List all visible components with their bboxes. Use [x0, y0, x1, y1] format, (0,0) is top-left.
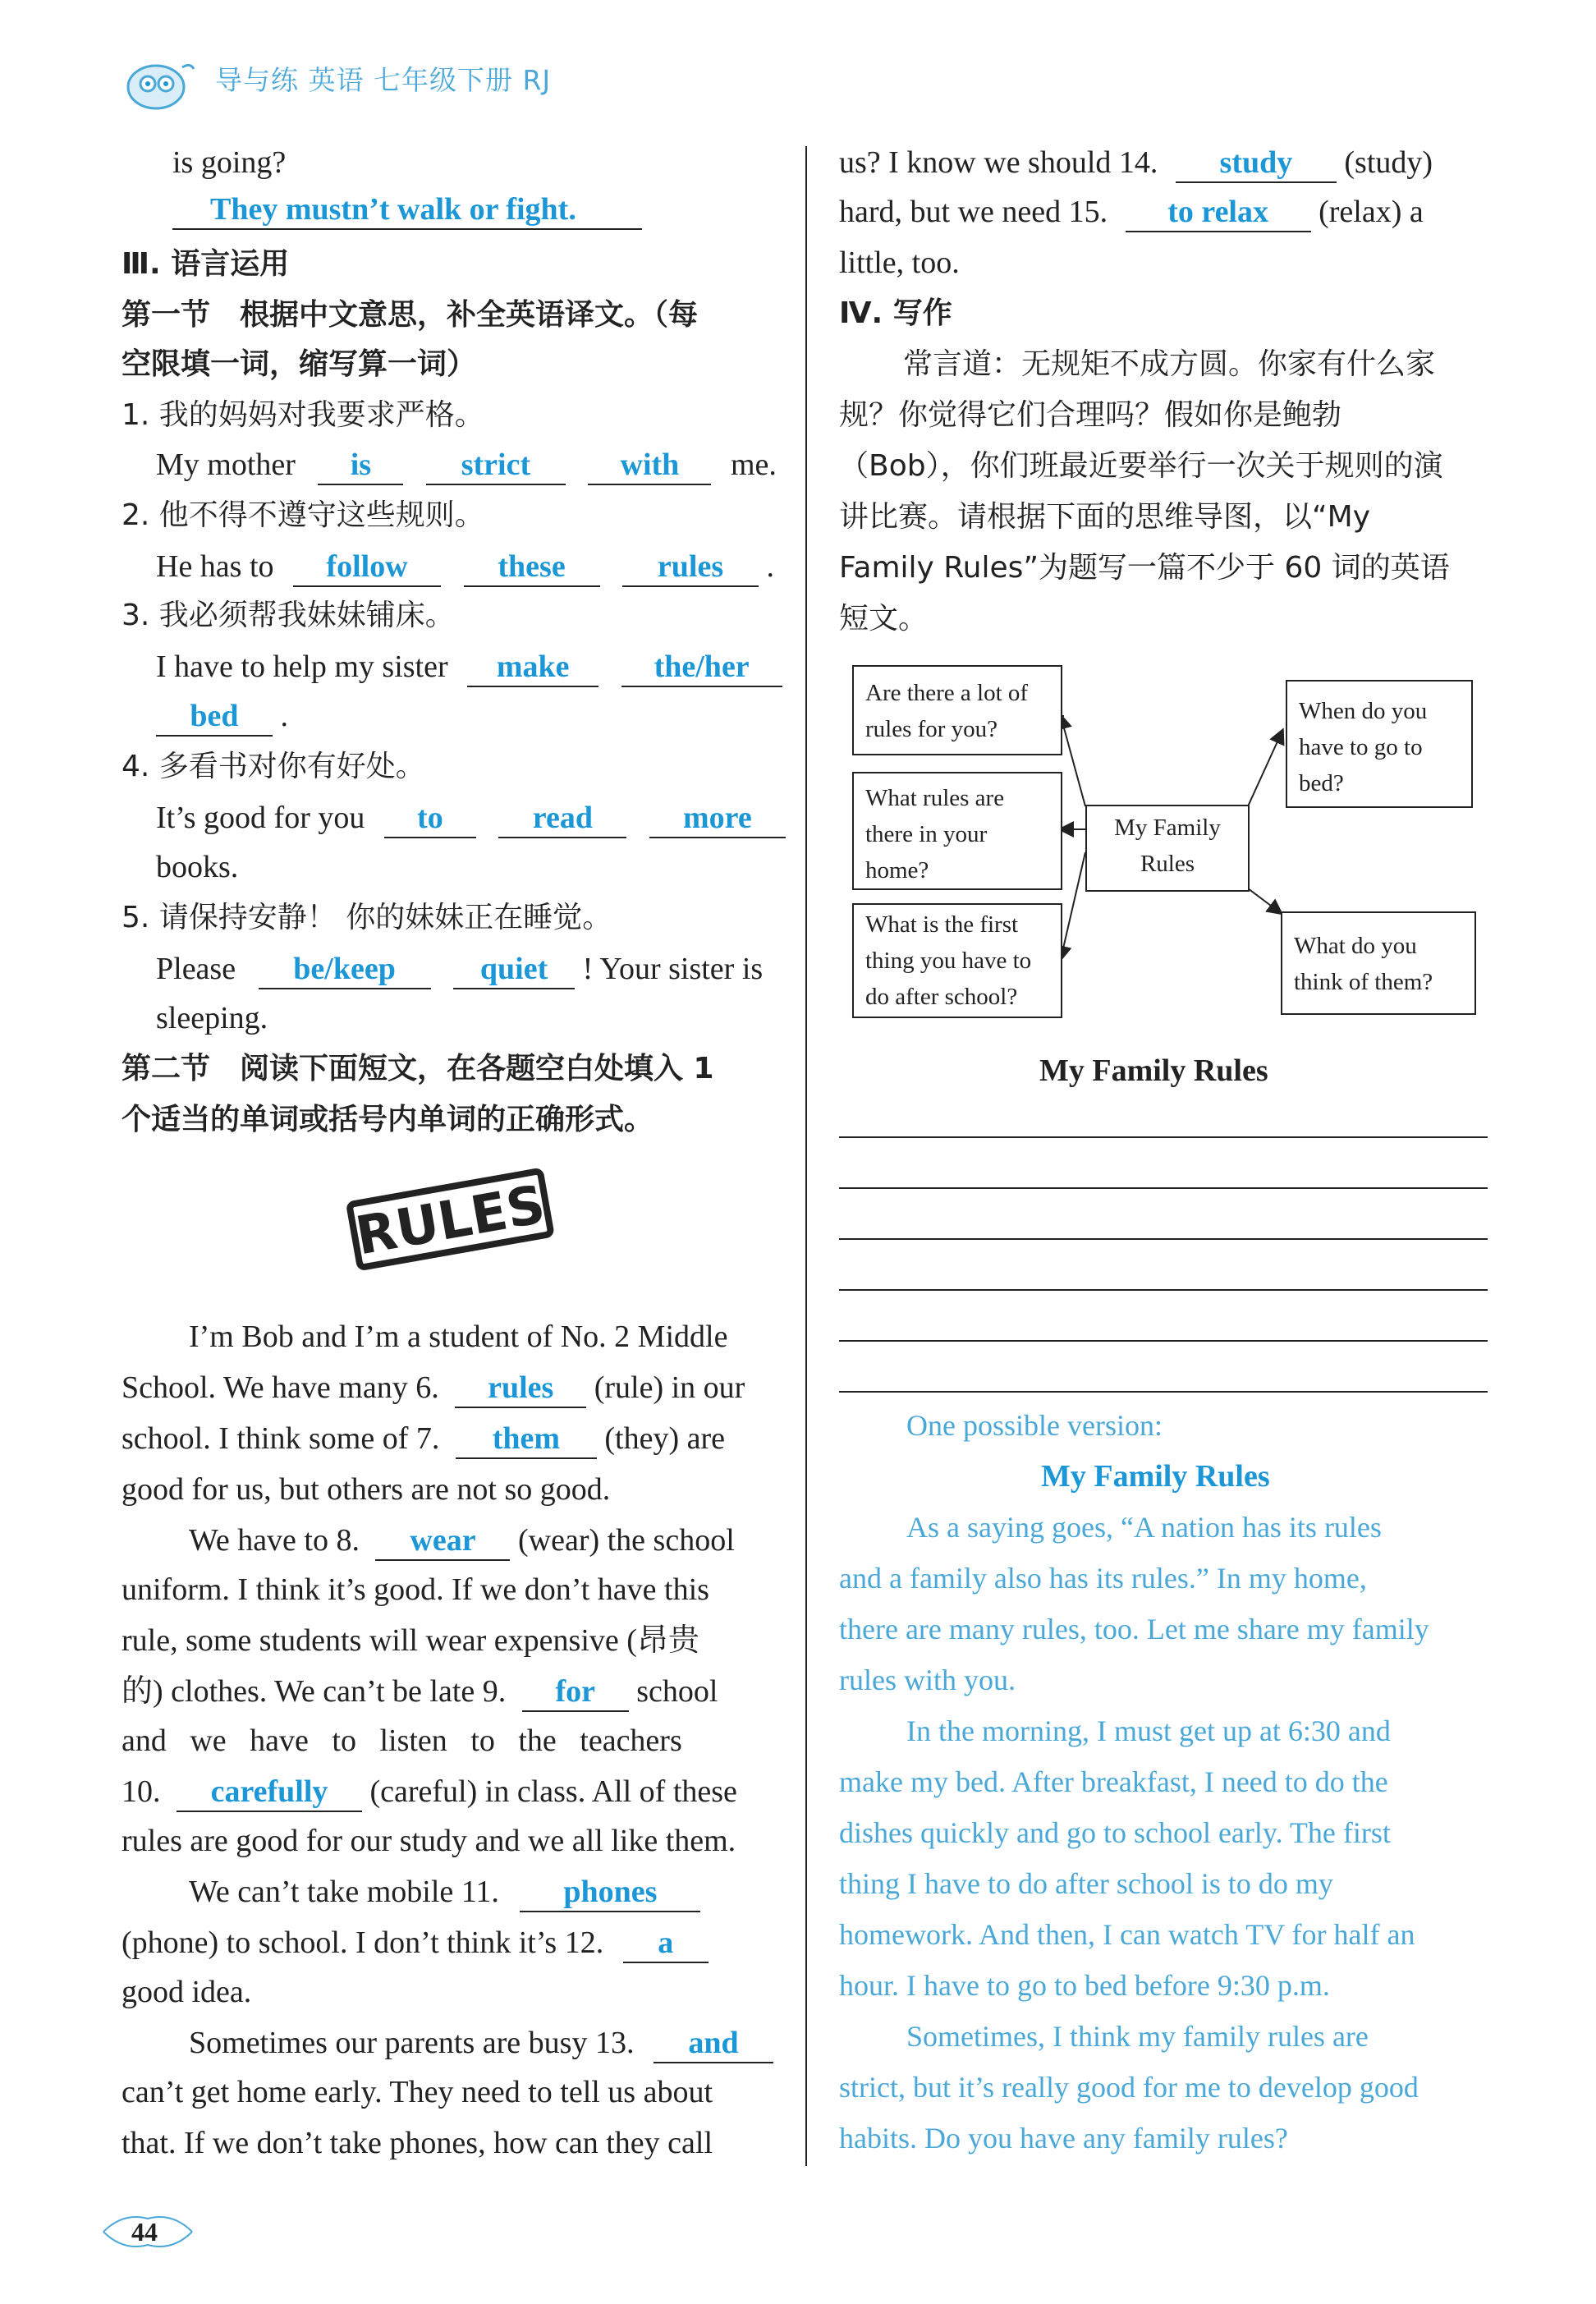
- part1-title: 第一节 根据中文意思，补全英语译文。（每: [122, 298, 699, 332]
- right-line-3: little, too.: [839, 246, 960, 280]
- connector-left3: [1061, 852, 1085, 959]
- sample-line-4: rules with you.: [839, 1664, 1016, 1696]
- q4-suffix: books.: [156, 850, 239, 884]
- writing-line-1[interactable]: [839, 1136, 1488, 1138]
- q2-suffix: .: [766, 549, 775, 584]
- r-l2-prefix: hard, but we need 15.: [839, 195, 1108, 229]
- page-number: 44: [131, 2217, 158, 2247]
- sample-line-2: and a family also has its rules.” In my home,: [839, 1562, 1367, 1595]
- right-line-1: [839, 138, 1433, 187]
- q1-prefix: My mother: [156, 447, 296, 482]
- passage-line-1: I’m Bob and I’m a student of No. 2 Middle: [189, 1320, 728, 1354]
- mindmap-right2: What do you think of them?: [1281, 911, 1476, 1015]
- sample-line-1: As a saying goes, “A nation has its rules: [906, 1511, 1382, 1544]
- q3-line-2: [156, 691, 288, 741]
- q3-line: [156, 642, 782, 691]
- q1-blank-1[interactable]: is: [318, 446, 403, 485]
- passage-line-8: [122, 1667, 718, 1716]
- q3-blank-3[interactable]: bed: [156, 697, 273, 737]
- passage-line-17: that. If we don’t take phones, how can they call: [122, 2126, 713, 2160]
- r-l2-suffix: (relax) a: [1319, 195, 1424, 229]
- part1-title-cont: 空限填一词，缩写算一词）: [122, 347, 477, 381]
- q5-suffix: ! Your sister is: [582, 952, 764, 986]
- sample-line-12: strict, but it’s really good for me to develop good: [839, 2071, 1419, 2104]
- q1-blank-2[interactable]: strict: [426, 446, 566, 485]
- mindmap-left3: What is the first thing you have to do after school?: [852, 903, 1062, 1018]
- passage-line-9: and we have to listen to the teachers: [122, 1723, 682, 1758]
- p3-l1-prefix: We can’t take mobile 11.: [189, 1875, 499, 1909]
- blank-10[interactable]: carefully: [177, 1773, 362, 1812]
- passage-line-7: rule, some students will wear expensive (昂贵: [122, 1623, 699, 1658]
- passage-line-10: [122, 1767, 737, 1816]
- writing-line-2[interactable]: [839, 1187, 1488, 1189]
- connector-right2: [1248, 888, 1281, 913]
- writing-prompt-4: 讲比赛。请根据下面的思维导图，以“My: [839, 500, 1371, 534]
- sample-title: My Family Rules: [1041, 1459, 1270, 1494]
- p4-l1-prefix: Sometimes our parents are busy 13.: [189, 2026, 635, 2060]
- section4-title: Ⅳ. 写作: [839, 296, 952, 330]
- stamp-text: RULES: [351, 1174, 550, 1268]
- q5-blank-1[interactable]: be/keep: [259, 950, 431, 989]
- p2-l6-suffix: (careful) in class. All of these: [369, 1774, 737, 1809]
- r-l1-suffix: (study): [1344, 145, 1433, 180]
- p2-l1-prefix: We have to 8.: [189, 1523, 360, 1558]
- q1-suffix: me.: [730, 447, 777, 482]
- writing-line-6[interactable]: [839, 1391, 1488, 1393]
- passage-line-16: can’t get home early. They need to tell us about: [122, 2075, 713, 2109]
- mindmap-center: My Family Rules: [1085, 805, 1250, 892]
- r-l1-prefix: us? I know we should 14.: [839, 145, 1158, 180]
- q2-blank-2[interactable]: these: [464, 548, 600, 587]
- q4-line: [156, 793, 786, 842]
- writing-prompt-2: 规？你觉得它们合理吗？假如你是鲍勃: [839, 398, 1342, 432]
- q1-blank-3[interactable]: with: [588, 446, 711, 485]
- passage-line-4: good for us, but others are not so good.: [122, 1472, 611, 1507]
- blank-6[interactable]: rules: [455, 1369, 586, 1408]
- blank-14[interactable]: study: [1176, 144, 1337, 183]
- sample-line-5: In the morning, I must get up at 6:30 and: [906, 1714, 1391, 1747]
- passage-line-14: good idea.: [122, 1975, 252, 2009]
- q2-blank-1[interactable]: follow: [293, 548, 441, 587]
- passage-line-12: [189, 1867, 700, 1916]
- column-divider: [805, 146, 807, 2166]
- passage-line-6: uniform. I think it’s good. If we don’t have this: [122, 1572, 709, 1607]
- passage-line-13: [122, 1918, 709, 1967]
- q5-line: [156, 944, 763, 994]
- sample-line-13: habits. Do you have any family rules?: [839, 2122, 1288, 2155]
- essay-title: My Family Rules: [1039, 1053, 1268, 1088]
- writing-prompt-3: （Bob），你们班最近要举行一次关于规则的演: [839, 449, 1443, 483]
- connector-left1: [1061, 716, 1085, 806]
- section3-title: Ⅲ. 语言运用: [122, 247, 290, 281]
- q1-line: [156, 440, 777, 489]
- right-line-2: [839, 187, 1424, 236]
- q2-chinese: 2. 他不得不遵守这些规则。: [122, 498, 484, 532]
- q3-chinese: 3. 我必须帮我妹妹铺床。: [122, 599, 455, 632]
- mindmap-left2: What rules are there in your home?: [852, 772, 1062, 890]
- part2-title-cont: 个适当的单词或括号内单词的正确形式。: [122, 1103, 654, 1136]
- p2-l4-prefix: 的) clothes. We can’t be late 9.: [122, 1674, 507, 1709]
- rules-stamp-image: [343, 1164, 557, 1271]
- writing-line-5[interactable]: [839, 1340, 1488, 1342]
- q3-suffix: .: [280, 699, 288, 733]
- writing-prompt-5: Family Rules”为题写一篇不少于 60 词的英语: [839, 551, 1450, 585]
- sample-line-6: make my bed. After breakfast, I need to do the: [839, 1765, 1388, 1798]
- sample-line-7: dishes quickly and go to school early. The first: [839, 1816, 1391, 1849]
- sample-line-11: Sometimes, I think my family rules are: [906, 2020, 1369, 2053]
- owl-logo-icon: [123, 51, 197, 117]
- passage-line-5: [189, 1516, 735, 1565]
- p1-l2-prefix: School. We have many 6.: [122, 1370, 439, 1405]
- blank-12[interactable]: a: [623, 1924, 709, 1963]
- sample-line-8: thing I have to do after school is to do my: [839, 1867, 1333, 1900]
- writing-line-3[interactable]: [839, 1238, 1488, 1240]
- q4-chinese: 4. 多看书对你有好处。: [122, 750, 425, 783]
- passage-line-11: rules are good for our study and we all like them.: [122, 1824, 736, 1858]
- blank-9[interactable]: for: [522, 1673, 629, 1712]
- writing-line-4[interactable]: [839, 1289, 1488, 1291]
- passage-line-3: [122, 1414, 725, 1463]
- p2-l6-prefix: 10.: [122, 1774, 161, 1809]
- blank-8[interactable]: wear: [375, 1521, 510, 1561]
- mindmap-left1: Are there a lot of rules for you?: [852, 665, 1062, 755]
- q2-blank-3[interactable]: rules: [622, 548, 759, 587]
- blank-11[interactable]: phones: [520, 1873, 700, 1912]
- q5-suffix-2: sleeping.: [156, 1001, 268, 1035]
- q4-blank-3[interactable]: more: [649, 799, 786, 838]
- q5-chinese: 5. 请保持安静！ 你的妹妹正在睡觉。: [122, 901, 612, 934]
- p1-l3-suffix: (they) are: [604, 1421, 725, 1456]
- q4-blank-2[interactable]: read: [498, 799, 626, 838]
- writing-prompt-1: 常言道：无规矩不成方圆。你家有什么家: [903, 347, 1436, 381]
- carry-answer-blank[interactable]: [172, 190, 642, 230]
- p2-l1-suffix: (wear) the school: [517, 1523, 735, 1558]
- q2-prefix: He has to: [156, 549, 274, 584]
- mindmap-right1: When do you have to go to bed?: [1286, 680, 1473, 808]
- header-title: 导与练 英语 七年级下册 RJ: [215, 64, 552, 96]
- passage-line-15: [189, 2018, 773, 2068]
- part2-title: 第二节 阅读下面短文，在各题空白处填入 1: [122, 1052, 714, 1085]
- q2-line: [156, 542, 774, 591]
- blank-13[interactable]: and: [654, 2024, 773, 2063]
- sample-intro: One possible version:: [906, 1409, 1163, 1442]
- blank-7[interactable]: them: [456, 1420, 597, 1459]
- q1-chinese: 1. 我的妈妈对我要求严格。: [122, 398, 484, 432]
- carry-line: is going?: [172, 145, 287, 180]
- carry-answer: They mustn’t walk or fight.: [210, 192, 576, 227]
- p1-l2-suffix: (rule) in our: [594, 1370, 745, 1405]
- p1-l3-prefix: school. I think some of 7.: [122, 1421, 440, 1456]
- blank-15[interactable]: to relax: [1126, 193, 1311, 232]
- writing-prompt-6: 短文。: [839, 602, 929, 636]
- sample-line-9: homework. And then, I can watch TV for half an: [839, 1918, 1415, 1951]
- connector-right1: [1248, 731, 1282, 806]
- q5-blank-2[interactable]: quiet: [453, 950, 575, 989]
- p2-l4-suffix: school: [636, 1674, 718, 1709]
- q5-prefix: Please: [156, 952, 236, 986]
- q3-prefix: I have to help my sister: [156, 649, 448, 684]
- sample-line-3: there are many rules, too. Let me share my family: [839, 1613, 1429, 1645]
- passage-line-2: [122, 1363, 745, 1412]
- q3-blank-2[interactable]: the/her: [621, 648, 782, 687]
- q4-blank-1[interactable]: to: [384, 799, 476, 838]
- q3-blank-1[interactable]: make: [467, 648, 598, 687]
- sample-line-10: hour. I have to go to bed before 9:30 p.m.: [839, 1969, 1330, 2002]
- q4-prefix: It’s good for you: [156, 801, 365, 835]
- p3-l2-prefix: (phone) to school. I don’t think it’s 12.: [122, 1925, 604, 1960]
